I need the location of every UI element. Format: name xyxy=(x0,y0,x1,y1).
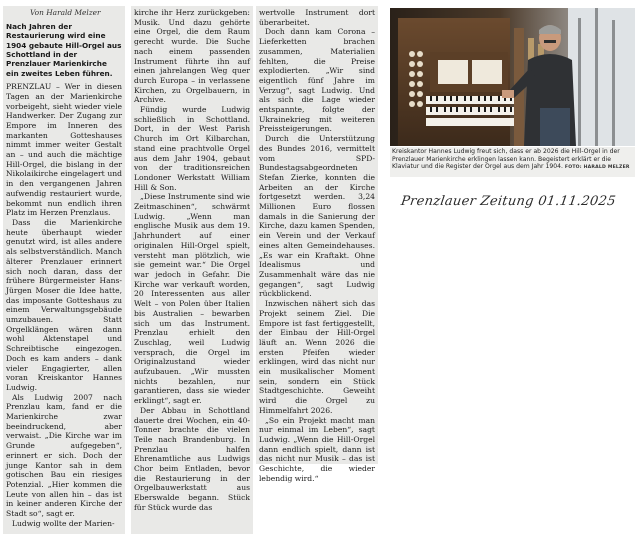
paragraph: „Diese Instrumente sind wie Zeitmaschinen“, schwärmt Ludwig. „Wenn man englische Musik aus dem 19. Jahrhundert auf einer originalen Hill-Orgel spielt, versteht man plötzlich, wie sie gemeint war.“ Die Orgel war jedoch in Gefahr. Die Kirche war verkauft worden, 20 Interessenten aus aller Welt – von Polen über Italien bis Australien – bewarben sich um das Instrument. Prenzlau erhielt den Zuschlag, weil Ludwig versprach, die Orgel im Originalzustand wieder aufzubauen. „Wir mussten nichts bezahlen, nur garantieren, dass sie wieder erklingt“, sagt er. xyxy=(134,192,250,406)
paragraph: Durch die Unterstützung des Bundes 2016, vermittelt vom SPD-Bundestagsabgeordneten Stefan Zierke, konnten die Arbeiten an der Kirche fortgesetzt werden. 3,24 Millionen Euro flossen damals in die Sanierung der Kirche, dazu kamen Spenden, ein Verein und der Verkauf eines alten Gemeindehauses. „Es war ein Kraftakt. Ohne Idealismus und Zusammenhalt wäre das nie gegangen“, sagt Ludwig rückblickend. xyxy=(259,134,375,299)
handwritten-note-text: Prenzlauer Zeitung 01.11.2025 xyxy=(399,194,617,209)
paragraph: PRENZLAU – Wer in diesen Tagen an der Marienkirche vorbeigeht, sieht wieder viele Handwerker. Der Zugang zur Empore im Inneren des markanten Gotteshauses nimmt immer weiter Gestalt an – und auch die mächtige Hill-Orgel, die bislang in der Nikolaikirche eingelagert und in den vergangenen Jahren aufwendig restauriert wurde, bekommt nun endlich ihren Platz im Herzen Prenzlaus. xyxy=(6,82,122,218)
paragraph: Fündig wurde Ludwig schließlich in Schottland. Dort, in der West Parish Church im Ort Kilbarchan, stand eine prachtvolle Orgel aus dem Jahr 1904, gebaut von der traditionsreichen Londoner Werkstatt William Hill & Son. xyxy=(134,105,250,192)
paragraph: wertvolle Instrument dort überarbeitet. xyxy=(259,8,375,27)
author-byline: Von Harald Melzer xyxy=(30,8,101,17)
paragraph: „So ein Projekt macht man nur einmal im Leben“, sagt Ludwig. „Wenn die Hill-Orgel dann endlich spielt, dann ist das nicht nur Musik – das ist Geschichte, die wieder lebendig wird.“ xyxy=(259,415,375,483)
photo-credit: FOTO: HARALD MELZER xyxy=(564,165,630,170)
paragraph: Als Ludwig 2007 nach Prenzlau kam, fand er die Marienkirche zwar beeindruckend, aber verwaist. „Die Kirche war im Grunde aufgegeben“, erinnert er sich. Doch der junge Kantor sah in dem gotischen Bau ein riesiges Potenzial. „Hier kommen die Leute von allen hin – das ist in keiner anderen Kirche der Stadt so“, sagt er. xyxy=(6,392,122,519)
photo-caption-text: Kreiskantor Hannes Ludwig freut sich, dass er ab 2026 die Hill-Orgel in der Prenzlauer Marienkirche erklingen lassen kann. Begeistert erklärt er die Klaviatur und die Register der Orgel aus dem Jahr 1904. xyxy=(392,148,620,170)
article-column-2 xyxy=(131,6,253,534)
article-lead: Nach Jahren der Restaurierung wird eine 1904 gebaute Hill-Orgel aus Schottland in der Prenzlauer Marienkirche ein zweites Leben führen. xyxy=(6,21,122,78)
paragraph: Doch dann kam Corona – Lieferketten brachen zusammen, Materialien fehlten, die Preise explodierten. „Wir sind eigentlich fünf Jahre im Verzug“, sagt Ludwig. Und als sich die Lage wieder entspannte, folgte der Ukrainekrieg mit weiteren Preissteigerungen. xyxy=(259,27,375,134)
paragraph: Inzwischen nähert sich das Projekt seinem Ziel. Die Empore ist fast fertiggestellt, der Einbau der Hill-Orgel läuft an. Wenn 2026 die ersten Pfeifen wieder erklingen, wird das nicht nur ein musikalischer Moment sein, sondern ein Stück Stadtgeschichte. Geweiht wird die Orgel zu Himmelfahrt 2026. xyxy=(259,299,375,415)
article-column-3 xyxy=(256,6,378,483)
organ-photo-illustration xyxy=(390,8,635,146)
article-column-1 xyxy=(3,6,125,534)
paragraph: Ludwig wollte der Marien- xyxy=(12,518,115,528)
paragraph: Dass die Marienkirche heute überhaupt wieder genutzt wird, ist alles andere als selbstverständlich. Manch älterer Prenzlauer erinnert sich noch daran, dass der frühere Bürgermeister Hans-Jürgen Moser die Idee hatte, das imposante Gotteshaus zu einem Verwaltungsgebäude umzubauen. Statt Orgelklängen wären dann wohl Aktenstapel und Schreibtische eingezogen. Doch es kam anders – dank vieler Engagierter, allen voran Kreiskantor Hannes Ludwig. xyxy=(6,217,122,392)
photo-caption xyxy=(390,147,635,177)
paragraph: Der Abbau in Schottland dauerte drei Wochen, ein 40-Tonner brachte die vielen Teile nach Brandenburg. In Prenzlau halfen Ehrenamtliche aus Ludwigs Chor beim Entladen, bevor die Restaurierung in der Orgelbauwerkstatt aus Eberswalde begann. Stück für Stück wurde das xyxy=(134,405,250,512)
organ-photo xyxy=(390,8,635,146)
paragraph: kirche ihr Herz zurückgeben: Musik. Und dazu gehörte eine Orgel, die dem Raum gerecht wurde. Die Suche nach einem passenden Instrument führte ihn auf einen jahrelangen Weg quer durch Europa – in verlassene Kirchen, zu Orgelbauern, in Archive. xyxy=(134,8,250,105)
handwritten-source-note xyxy=(401,192,631,222)
